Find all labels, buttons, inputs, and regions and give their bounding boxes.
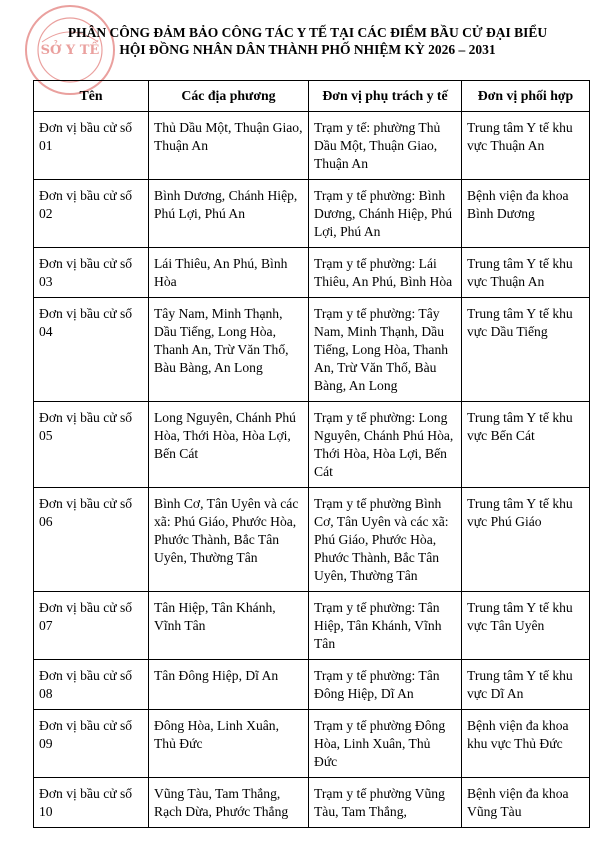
- table-row: [34, 248, 590, 298]
- header-localities: Các địa phương: [149, 81, 309, 112]
- table-row: [34, 112, 590, 180]
- cell-localities: Tân Đông Hiệp, Dĩ An: [149, 660, 309, 710]
- cell-medical-unit: Trạm y tế phường: Long Nguyên, Chánh Phú Hòa, Thới Hòa, Hòa Lợi, Bến Cát: [309, 402, 462, 488]
- cell-unit: Đơn vị bầu cử số 10: [34, 778, 149, 828]
- header-coordinating-unit: Đơn vị phối hợp: [462, 81, 590, 112]
- cell-medical-unit: Trạm y tế phường: Tân Hiệp, Tân Khánh, Vĩnh Tân: [309, 592, 462, 660]
- cell-coordinating-unit: Trung tâm Y tế khu vực Dĩ An: [462, 660, 590, 710]
- table-row: [34, 660, 590, 710]
- cell-localities: Tây Nam, Minh Thạnh, Dầu Tiếng, Long Hòa, Thanh An, Trừ Văn Thố, Bàu Bàng, An Long: [149, 298, 309, 402]
- cell-medical-unit: Trạm y tế phường Đông Hòa, Linh Xuân, Thủ Đức: [309, 710, 462, 778]
- table-row: [34, 778, 590, 828]
- cell-localities: Đông Hòa, Linh Xuân, Thủ Đức: [149, 710, 309, 778]
- cell-medical-unit: Trạm y tế: phường Thủ Dầu Một, Thuận Giao, Thuận An: [309, 112, 462, 180]
- cell-coordinating-unit: Trung tâm Y tế khu vực Bến Cát: [462, 402, 590, 488]
- cell-localities: Thủ Dầu Một, Thuận Giao, Thuận An: [149, 112, 309, 180]
- table-row: [34, 298, 590, 402]
- cell-coordinating-unit: Trung tâm Y tế khu vực Tân Uyên: [462, 592, 590, 660]
- cell-medical-unit: Trạm y tế phường: Tân Đông Hiệp, Dĩ An: [309, 660, 462, 710]
- cell-coordinating-unit: Bệnh viện đa khoa khu vực Thủ Đức: [462, 710, 590, 778]
- cell-medical-unit: Trạm y tế phường Bình Cơ, Tân Uyên và các xã: Phú Giáo, Phước Hòa, Phước Thành, Bắc Tân Uyên, Thường Tân: [309, 488, 462, 592]
- cell-coordinating-unit: Bệnh viện đa khoa Bình Dương: [462, 180, 590, 248]
- assignment-table: [33, 80, 590, 828]
- cell-unit: Đơn vị bầu cử số 03: [34, 248, 149, 298]
- cell-unit: Đơn vị bầu cử số 04: [34, 298, 149, 402]
- cell-localities: Bình Cơ, Tân Uyên và các xã: Phú Giáo, Phước Hòa, Phước Thành, Bắc Tân Uyên, Thường Tân: [149, 488, 309, 592]
- cell-coordinating-unit: Trung tâm Y tế khu vực Thuận An: [462, 112, 590, 180]
- header-name: Tên: [34, 81, 149, 112]
- cell-unit: Đơn vị bầu cử số 02: [34, 180, 149, 248]
- title-line-1: PHÂN CÔNG ĐẢM BẢO CÔNG TÁC Y TẾ TẠI CÁC ĐIỂM BẦU CỬ ĐẠI BIỂU: [67, 25, 548, 40]
- table-header-row: [34, 81, 590, 112]
- cell-localities: Tân Hiệp, Tân Khánh, Vĩnh Tân: [149, 592, 309, 660]
- cell-localities: Bình Dương, Chánh Hiệp, Phú Lợi, Phú An: [149, 180, 309, 248]
- stamp-text: SỞ Y TẾ: [40, 43, 100, 58]
- document-title: [0, 24, 615, 58]
- table-row: [34, 592, 590, 660]
- cell-unit: Đơn vị bầu cử số 08: [34, 660, 149, 710]
- cell-medical-unit: Trạm y tế phường: Tây Nam, Minh Thạnh, Dầu Tiếng, Long Hòa, Thanh An, Trừ Văn Thố, Bàu Bàng, An Long: [309, 298, 462, 402]
- cell-medical-unit: Trạm y tế phường: Bình Dương, Chánh Hiệp, Phú Lợi, Phú An: [309, 180, 462, 248]
- title-line-2: HỘI ĐỒNG NHÂN DÂN THÀNH PHỐ NHIỆM KỲ 2026 – 2031: [119, 42, 496, 57]
- cell-coordinating-unit: Bệnh viện đa khoa Vũng Tàu: [462, 778, 590, 828]
- cell-localities: Long Nguyên, Chánh Phú Hòa, Thới Hòa, Hòa Lợi, Bến Cát: [149, 402, 309, 488]
- header-medical-unit: Đơn vị phụ trách y tế: [309, 81, 462, 112]
- table-row: [34, 180, 590, 248]
- cell-unit: Đơn vị bầu cử số 06: [34, 488, 149, 592]
- cell-medical-unit: Trạm y tế phường Vũng Tàu, Tam Thắng,: [309, 778, 462, 828]
- table-row: [34, 402, 590, 488]
- cell-coordinating-unit: Trung tâm Y tế khu vực Phú Giáo: [462, 488, 590, 592]
- cell-unit: Đơn vị bầu cử số 07: [34, 592, 149, 660]
- cell-coordinating-unit: Trung tâm Y tế khu vực Thuận An: [462, 248, 590, 298]
- table-row: [34, 488, 590, 592]
- cell-medical-unit: Trạm y tế phường: Lái Thiêu, An Phú, Bình Hòa: [309, 248, 462, 298]
- cell-unit: Đơn vị bầu cử số 05: [34, 402, 149, 488]
- cell-unit: Đơn vị bầu cử số 09: [34, 710, 149, 778]
- table-row: [34, 710, 590, 778]
- cell-unit: Đơn vị bầu cử số 01: [34, 112, 149, 180]
- cell-localities: Vũng Tàu, Tam Thắng, Rạch Dừa, Phước Thắng: [149, 778, 309, 828]
- cell-coordinating-unit: Trung tâm Y tế khu vực Dầu Tiếng: [462, 298, 590, 402]
- cell-localities: Lái Thiêu, An Phú, Bình Hòa: [149, 248, 309, 298]
